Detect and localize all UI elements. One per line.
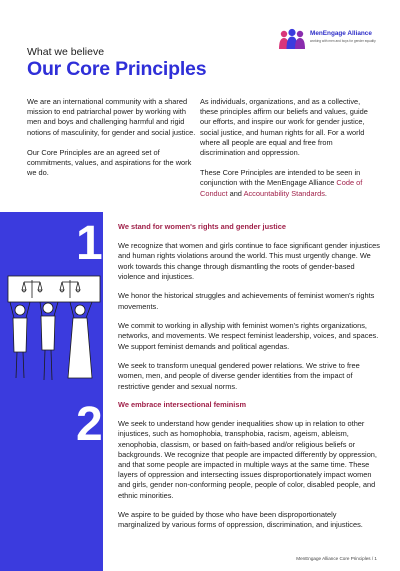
principle-paragraph: We aspire to be guided by those who have been disproportionately marginalized by various forms of oppression, discrimination, and injustices.: [118, 510, 363, 530]
intro-text: .: [324, 188, 327, 198]
principle-paragraph: We seek to understand how gender inequalities show up in relation to other injustices, such as homophobia, transphobia, racism, ageism, ableism, xenophobia, classism, or based on faith-based and/or religious beliefs or backgrounds. We recognize that people are impacted differently by oppression, and that some people are impacted in multiple ways at the same time. These layers of oppression and intersecting issues disproportionately impact women and girls, gender non-conforming people, people of color, disabled people, and ethnic minorities.: [118, 419, 377, 500]
menengage-logo: [276, 27, 388, 51]
principle-paragraph: We commit to working in allyship with feminist women's rights organizations, networks, and movements. We respect feminist leadership, voices, and spaces. We support feminist demands and political agendas.: [118, 321, 379, 351]
intro-paragraph: Our Core Principles are an agreed set of commitments, values, and aspirations for the work we do.: [27, 147, 192, 178]
page-footer: MenEngage Alliance Core Principles / 1: [296, 556, 377, 561]
intro-text: and: [227, 188, 244, 198]
principle-paragraph: We honor the historical struggles and achievements of feminist women's rights movements.: [118, 291, 375, 311]
page-title: Our Core Principles: [27, 58, 207, 80]
logo-name: MenEngage Alliance: [310, 30, 372, 37]
logo-tagline: working with men and boys for gender equality: [310, 39, 376, 43]
principle-heading: We embrace intersectional feminism: [118, 400, 247, 409]
principle-number: 2: [76, 398, 103, 451]
people-logo-icon: [276, 27, 308, 51]
principle-heading: We stand for women's rights and gender justice: [118, 222, 286, 231]
intro-left-column: [27, 97, 199, 188]
principle-paragraph: We recognize that women and girls continue to face significant gender injustices and human rights violations around the world. This must urgently change. We work towards this change through dismantling the roots of gender-based violence and injustices.: [118, 241, 380, 281]
intro-paragraph: As individuals, organizations, and as a collective, these principles affirm our beliefs and values, guide our efforts, and inspire our work for gender justice, social justice, and human rights for all. For a world where all people are equal and free from discrimination and oppression.: [200, 97, 368, 158]
principle-section: [118, 222, 380, 401]
intro-paragraph: We are an international community with a shared mission to end patriarchal power by working with men and boys and challenging harmful and rigid notions of masculinity, for gender and social justice.: [27, 97, 196, 137]
people-holding-scales-illustration: [0, 266, 103, 386]
intro-text: These Core Principles are intended to be seen in conjunction with the MenEngage Alliance: [200, 168, 361, 188]
principle-section: [118, 400, 380, 540]
principle-paragraph: We seek to transform unequal gendered power relations. We strive to free women, men, and people of diverse gender identities from the impact of restrictive gender and sexual norms.: [118, 361, 360, 391]
principle-number: 1: [76, 217, 103, 270]
code-of-conduct-link[interactable]: Code of Conduct: [200, 178, 363, 198]
page-eyebrow: What we believe: [27, 46, 105, 58]
intro-paragraph-links: [200, 168, 378, 199]
intro-right-column: [200, 97, 378, 209]
accountability-standards-link[interactable]: Accountability Standards: [243, 188, 325, 198]
